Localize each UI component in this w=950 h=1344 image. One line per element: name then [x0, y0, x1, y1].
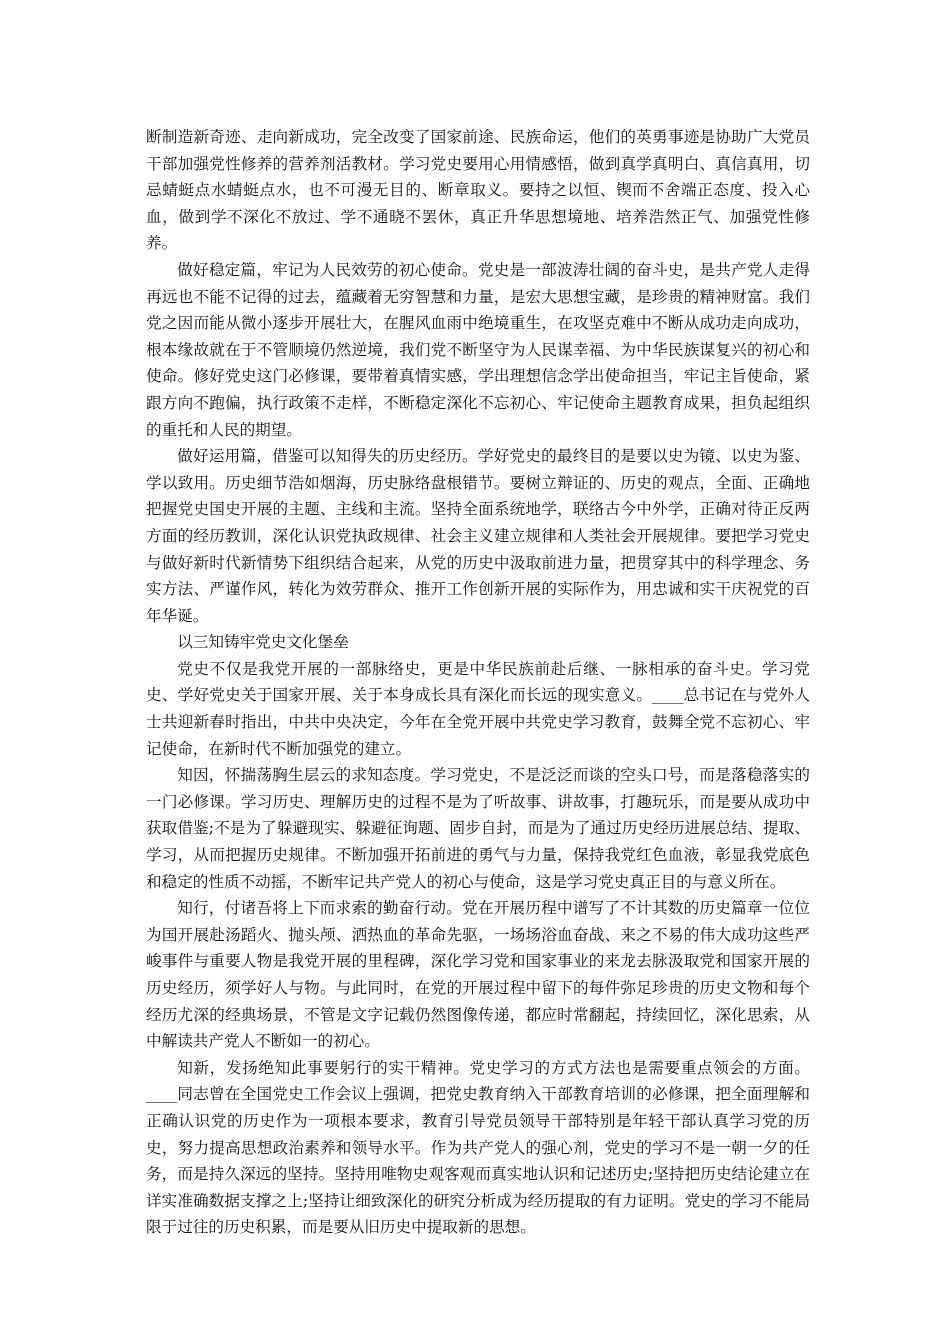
- paragraph-stability: 做好稳定篇，牢记为人民效劳的初心使命。党史是一部波涛壮阔的奋斗史，是共产党人走得再远也不能不记得的过去，蕴藏着无穷智慧和力量，是宏大思想宝藏，是珍贵的精神财富。我们党之因而能从微小逐步开展壮大，在腥风血雨中绝境重生，在攻坚克难中不断从成功走向成功，根本缘故就在于不管顺境仍然逆境，我们党不断坚守为人民谋幸福、为中华民族谋复兴的初心和使命。修好党史这门必修课，要带着真情实感，学出理想信念学出使命担当，牢记主旨使命，紧跟方向不跑偏，执行政策不走样，不断稳定深化不忘初心、牢记使命主题教育成果，担负起组织的重托和人民的期望。: [146, 260, 810, 439]
- paragraph-intro: 党史不仅是我党开展的一部脉络史，更是中华民族前赴后继、一脉相承的奋斗史。学习党史、学好党史关于国家开展、关于本身成长具有深化而长远的现实意义。____总书记在与党外人士共迎新春时指出，中共中央决定，今年在全党开展中共党史学习教育，鼓舞全党不忘初心、牢记使命，在新时代不断加强党的建立。: [146, 659, 810, 758]
- paragraph-know-action: 知行，付诸吾将上下而求索的勤奋行动。党在开展历程中谱写了不计其数的历史篇章一位位为国开展赴汤蹈火、抛头颅、洒热血的革命先驱，一场场浴血奋战、来之不易的伟大成功这些严峻事件与重要人物是我党开展的里程碑，深化学习党和国家事业的来龙去脉汲取党和国家开展的历史经历，须学好人与物。与此同时，在党的开展过程中留下的每件弥足珍贵的历史文物和每个经历尤深的经典场景，不管是文字记载仍然图像传递，都应时常翻起，持续回忆，深化思索，从中解读共产党人不断如一的初心。: [146, 899, 810, 1051]
- paragraph-know-new: 知新，发扬绝知此事要躬行的实干精神。党史学习的方式方法也是需要重点领会的方面。____同志曾在全国党史工作会议上强调，把党史教育纳入干部教育培训的必修课，把全面理解和正确认识党的历史作为一项根本要求，教育引导党员领导干部特别是年轻干部认真学习党的历史，努力提高思想政治素养和领导水平。作为共产党人的强心剂，党史的学习不是一朝一夕的任务，而是持久深远的坚持。坚持用唯物史观客观而真实地认识和记述历史;坚持把历史结论建立在详实准确数据支撑之上;坚持让细致深化的研究分析成为经历提取的有力证明。党史的学习不能局限于过往的历史积累，而是要从旧历史中提取新的思想。: [146, 1058, 810, 1237]
- document-body: [146, 124, 810, 1241]
- section-heading: 以三知铸牢党史文化堡垒: [177, 633, 349, 652]
- paragraph-continuation: 断制造新奇迹、走向新成功，完全改变了国家前途、民族命运，他们的英勇事迹是协助广大党员干部加强党性修养的营养剂活教材。学习党史要用心用情感悟，做到真学真明白、真信真用，切忌蜻蜓点水蜻蜓点水，也不可漫无目的、断章取义。要持之以恒、锲而不舍端正态度、投入心血，做到学不深化不放过、学不通晓不罢休，真正升华思想境地、培养浩然正气、加强党性修养。: [146, 128, 810, 253]
- paragraph-application: 做好运用篇，借鉴可以知得失的历史经历。学好党史的最终目的是要以史为镜、以史为鉴、学以致用。历史细节浩如烟海，历史脉络盘根错节。要树立辩证的、历史的观点，全面、正确地把握党史国史开展的主题、主线和主流。坚持全面系统地学，联络古今中外学，正确对待正反两方面的经历教训，深化认识党执政规律、社会主义建立规律和人类社会开展规律。要把学习党史与做好新时代新情势下组织结合起来，从党的历史中汲取前进力量，把贯穿其中的科学理念、务实方法、严谨作风，转化为效劳群众、推开工作创新开展的实际作为，用忠诚和实干庆祝党的百年华诞。: [146, 447, 810, 625]
- paragraph-know-cause: 知因，怀揣荡胸生层云的求知态度。学习党史，不是泛泛而谈的空头口号，而是落稳落实的一门必修课。学习历史、理解历史的过程不是为了听故事、讲故事，打趣玩乐，而是要从成功中获取借鉴;不是为了躲避现实、躲避征询题、固步自封，而是为了通过历史经历进展总结、提取、学习，从而把握历史规律。不断加强开拓前进的勇气与力量，保持我党红色血液，彰显我党底色和稳定的性质不动摇，不断牢记共产党人的初心与使命，这是学习党史真正目的与意义所在。: [146, 766, 810, 891]
